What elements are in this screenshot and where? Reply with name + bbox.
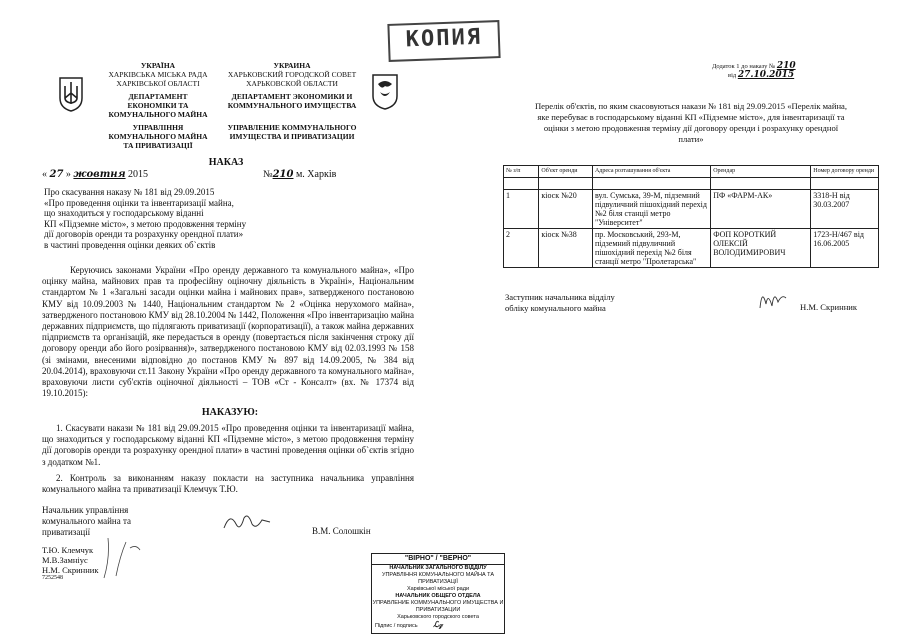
verno-line-1: НАЧАЛЬНИК ЗАГАЛЬНОГО ВІДДІЛУ: [389, 565, 487, 571]
appendix-signer-title: [505, 292, 685, 314]
subject-line-1: Про скасування наказу № 181 від 29.09.2015: [44, 187, 215, 197]
verno-line-4: НАЧАЛЬНИК ОБЩЕГО ОТДЕЛА: [395, 593, 481, 599]
header-ua-dept-2: ЕКОНОМІКИ ТА: [127, 101, 189, 110]
verno-line-3: Харківської міської ради: [406, 586, 470, 592]
header-ua-council: ХАРКІВСЬКА МІСЬКА РАДА: [108, 70, 208, 79]
date-prefix: «: [42, 169, 47, 180]
verno-line-6: Харьковского городского совета: [397, 614, 479, 620]
header-ua-admin-1: УПРАВЛІННЯ: [132, 123, 184, 132]
verno-line-2: УПРАВЛІННЯ КОМУНАЛЬНОГО МАЙНА ТА ПРИВАТИЗАЦІЇ: [381, 572, 495, 585]
verno-sign-row: Підпис / подпись ℒ𝓏: [375, 619, 443, 629]
header-ua-country: УКРАЇНА: [140, 61, 176, 70]
verno-sign-label: Підпис / подпись: [375, 623, 418, 629]
trident-emblem-icon: [58, 76, 84, 112]
order-subject: [44, 187, 294, 250]
date-mid: »: [65, 169, 71, 180]
appendix-date: 27.10.2015: [737, 70, 795, 80]
verno-line-5: УПРАВЛЕНИЕ КОММУНАЛЬНОГО ИМУЩЕСТВА И ПРИВАТИЗАЦИИ: [372, 600, 504, 613]
header-ru-dept-1: ДЕПАРТАМЕНТ ЭКОНОМИКИ И: [231, 92, 353, 101]
order-date-line: [42, 169, 362, 181]
signer-title-3: приватизації: [42, 527, 91, 537]
appendix-date-prefix: від: [728, 72, 737, 79]
subject-line-6: в частині проведення оцінки деяких об`єктів: [44, 239, 216, 250]
cell-object: кіоск №20: [539, 190, 593, 229]
header-ru-dept-2: КОММУНАЛЬНОГО ИМУЩЕСТВА: [227, 101, 357, 110]
appendix-signer-title-1: Заступник начальника відділу: [505, 292, 615, 302]
appendix-number: 210: [776, 61, 796, 71]
order-city: м. Харків: [295, 169, 337, 180]
appendix-table: [503, 165, 879, 268]
header-ua-admin-3: ТА ПРИВАТИЗАЦІЇ: [123, 141, 193, 150]
th-address: Адреса розташування об'єкта: [592, 166, 710, 178]
order-item-1: 1. Скасувати накази № 181 від 29.09.2015 «Про проведення оцінки та інвентаризації майна, що знаходиться у господарському віданні КП «Підземне місто», з метою продовження терміну дії договорів оренди та розрахунку орендної плати» в частині проведення оцінки об`єктів згідно з додатком №1.: [42, 423, 414, 467]
table-row: [504, 229, 879, 268]
subject-line-2: «Про проведення оцінки та інвентаризації майна,: [44, 197, 234, 208]
order-number: 210: [272, 169, 294, 180]
order-item-2: 2. Контроль за виконанням наказу покласти на заступника начальника управління комунального майна та приватизації Клемчук Т.Ю.: [42, 473, 414, 495]
header-ru-council: ХАРЬКОВСКИЙ ГОРОДСКОЙ СОВЕТ: [227, 70, 357, 79]
header-ua-dept-1: ДЕПАРТАМЕНТ: [128, 92, 188, 101]
appendix-signature-icon: [756, 284, 790, 312]
cell-n: 2: [504, 229, 539, 268]
signer-title-2: комунального майна та: [42, 516, 132, 526]
visa-2: М.В.Замніус: [42, 555, 88, 565]
order-body: Керуючись законами України «Про оренду державного та комунального майна», «Про оцінку майна, майнових прав та професійну оціночну діяльність в Україні», Національним стандартом № 1 «Загальні засади оцінки майна і майнових прав», затвердженого постановою КМУ від 10.09.2003 № 1440, Національним стандартом № 2 «Оцінка нерухомого майна», затвердженого постановою КМУ від 28.10.2004 № 1442, Положення «Про інвентаризацію майна державних підприємств, що підлягають приватизації (корпоратизації), а також майна державних підприємств та організацій, яке передається в оренду (повертається після закінчення строку дії договору оренди або його розірвання)», затвердженого постановою КМУ від 02.03.1993 № 158 (зі змінами, внесеними відповідно до постанов КМУ № 897 від 14.09.2005, № 384 від 20.04.2014), враховуючи ст.11 Закону України «Про оренду державного та комунального майна», враховуючи листи суб'єктів оціночної діяльності – ТОВ «Ст - Консалт» (вх. № 17374 від 19.10.2015):: [42, 265, 414, 399]
th-contract: Номер договору оренди: [811, 166, 879, 178]
th-tenant: Орендар: [711, 166, 811, 178]
cell-address: вул. Сумська, 39-М, підземний підвуличний пішохідний перехід №2 біля станції метро "Університет": [592, 190, 710, 229]
verno-header: "ВІРНО" / "ВЕРНО": [372, 554, 504, 565]
cell-contract: 1723-Н/467 від 16.06.2005: [811, 229, 879, 268]
th-object: Об'єкт оренди: [539, 166, 593, 178]
header-ua-region: ХАРКІВСЬКОЇ ОБЛАСТІ: [116, 79, 200, 88]
signer-title-1: Начальник управління: [42, 505, 129, 515]
appendix-label: [712, 62, 862, 80]
header-ru-country: УКРАИНА: [273, 61, 311, 70]
appendix-title-4: плати»: [678, 134, 704, 144]
signature-icon: [222, 510, 272, 534]
order-signer-name: В.М. Солошкін: [312, 526, 371, 536]
header-ua-dept-3: КОМУНАЛЬНОГО МАЙНА: [108, 110, 208, 119]
header-ru-admin-2: ИМУЩЕСТВА И ПРИВАТИЗАЦИИ: [229, 132, 355, 141]
subject-line-3: що знаходиться у господарському віданні: [44, 208, 204, 218]
verno-stamp: [371, 553, 505, 634]
visa-signatures-icon: [96, 528, 146, 582]
kharkiv-emblem-icon: [370, 72, 400, 110]
header-ru-admin-1: УПРАВЛЕНИЕ КОММУНАЛЬНОГО: [227, 123, 357, 132]
cell-n: 1: [504, 190, 539, 229]
visa-1: Т.Ю. Клемчук: [42, 545, 94, 555]
appendix-signer-name: Н.М. Скринник: [800, 302, 858, 312]
subject-line-5: дії договорів оренди та розрахунку орендної плати»: [44, 229, 244, 239]
appendix-title-1: Перелік об'єктів, по яким скасовуються накази № 181 від 29.09.2015 «Перелік майна,: [534, 101, 848, 111]
table-row: [504, 190, 879, 229]
cell-contract: 3318-Н від 30.03.2007: [811, 190, 879, 229]
cell-tenant: ФОП КОРОТКИЙ ОЛЕКСІЙ ВОЛОДИМИРОВИЧ: [711, 229, 811, 268]
date-year: 2015: [128, 169, 149, 180]
appendix-title: [496, 101, 886, 145]
table-spacer-row: [504, 178, 879, 190]
appendix-label-prefix: Додаток 1 до наказу №: [712, 63, 776, 70]
cell-address: пр. Московський, 293-М, підземний підвуличний пішохідний перехід №2 біля станції метро "Пролетарська": [592, 229, 710, 268]
header-ru-region: ХАРЬКОВСКОЙ ОБЛАСТИ: [246, 79, 338, 88]
visa-3: Н.М. Скринник: [42, 565, 99, 575]
cell-object: кіоск №38: [539, 229, 593, 268]
table-header-row: [504, 166, 879, 178]
date-day: 27: [49, 169, 64, 180]
order-resolve: НАКАЗУЮ:: [201, 407, 259, 418]
appendix-title-3: оцінки з метою продовження терміну дії договору оренди і розрахунку орендної: [543, 123, 839, 133]
cell-tenant: ПФ «ФАРМ-АК»: [711, 190, 811, 229]
date-month: жовтня: [73, 169, 126, 180]
subject-line-4: КП «Підземне місто», з метою продовження терміну: [44, 218, 247, 229]
copy-stamp: КОПИЯ: [387, 20, 500, 62]
order-title: НАКАЗ: [208, 157, 244, 168]
appendix-signer-title-2: обліку комунального майна: [505, 303, 606, 313]
header-ua-admin-2: КОМУНАЛЬНОГО МАЙНА: [108, 132, 208, 141]
phone: 7252548: [42, 575, 63, 581]
number-prefix: №: [263, 169, 273, 180]
appendix-title-2: яке перебуває в господарському віданні КП «Підземне місто», для інвентаризації та: [537, 112, 845, 122]
th-n: № з/п: [504, 166, 539, 178]
